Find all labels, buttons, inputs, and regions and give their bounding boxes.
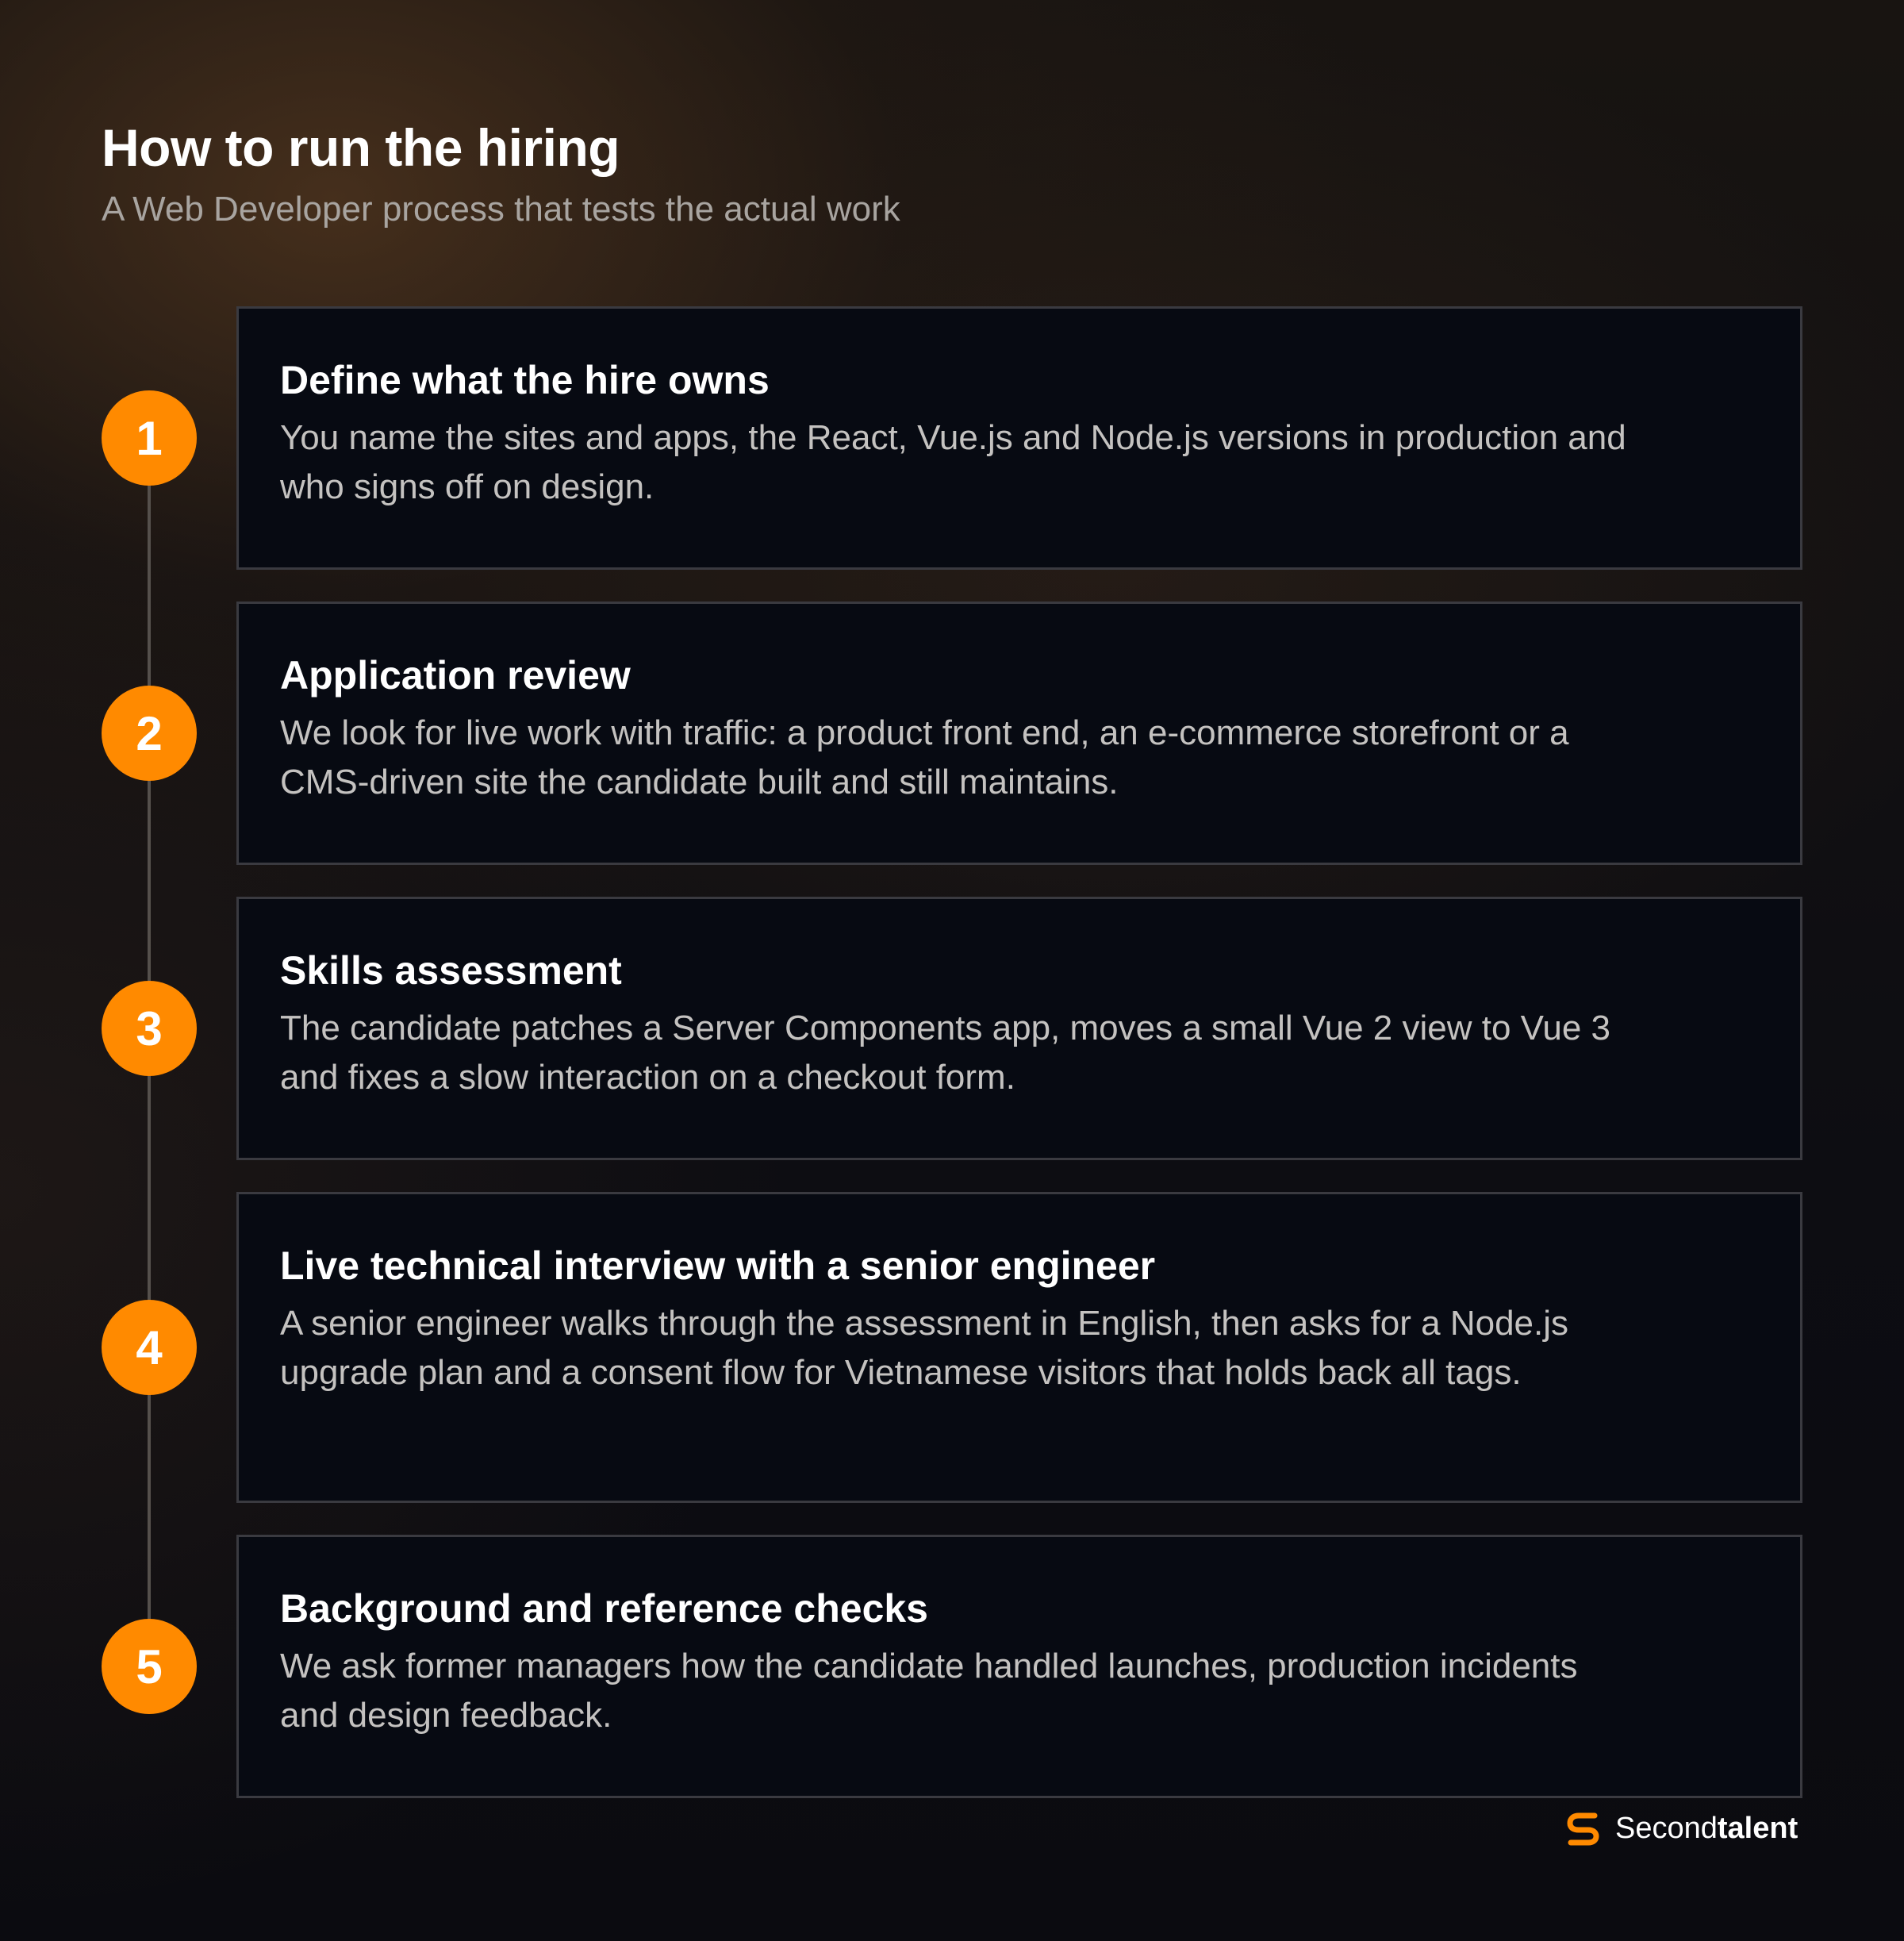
step-number-badge: 2 <box>102 686 197 781</box>
step-title: Define what the hire owns <box>280 358 770 402</box>
step-number-badge: 3 <box>102 981 197 1076</box>
step-card <box>236 1535 1802 1798</box>
secondtalent-logo-icon <box>1563 1808 1604 1849</box>
page-title: How to run the hiring <box>102 118 620 177</box>
step-title: Live technical interview with a senior engineer <box>280 1243 1156 1288</box>
page-subtitle: A Web Developer process that tests the actual work <box>102 190 900 229</box>
step-number-badge: 4 <box>102 1300 197 1395</box>
step-card <box>236 1192 1802 1503</box>
step-description: We ask former managers how the candidate handled launches, production incidents and design feedback. <box>280 1647 1578 1735</box>
step-number-badge: 1 <box>102 390 197 486</box>
step-description: The candidate patches a Server Components app, moves a small Vue 2 view to Vue 3 and fixes a slow interaction on a checkout form. <box>280 1009 1611 1097</box>
step-description: You name the sites and apps, the React, Vue.js and Node.js versions in production and who signs off on design. <box>280 418 1626 506</box>
step-title: Background and reference checks <box>280 1586 928 1631</box>
brand-name-regular: Second <box>1615 1811 1718 1845</box>
step-number-badge: 5 <box>102 1619 197 1714</box>
brand-name <box>1615 1812 1798 1846</box>
step-title: Application review <box>280 653 631 698</box>
step-card <box>236 897 1802 1160</box>
step-title: Skills assessment <box>280 948 622 993</box>
step-card <box>236 602 1802 865</box>
brand-name-bold: talent <box>1717 1811 1798 1845</box>
step-card <box>236 306 1802 570</box>
brand-logo <box>1563 1805 1798 1852</box>
step-description: A senior engineer walks through the assessment in English, then asks for a Node.js upgrade plan and a consent flow for Vietnamese visitors that holds back all tags. <box>280 1304 1569 1392</box>
step-description: We look for live work with traffic: a product front end, an e-commerce storefront or a CMS-driven site the candidate built and still maintains. <box>280 713 1569 801</box>
